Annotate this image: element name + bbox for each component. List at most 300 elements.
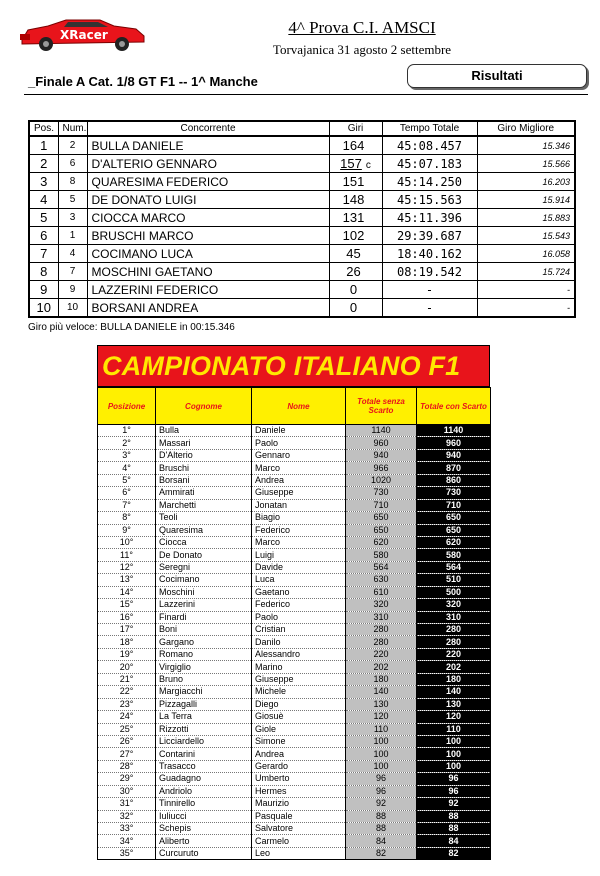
results-row [29,281,575,299]
standings-row [98,835,491,847]
standing-total-no-discard: 650 [346,524,417,536]
standing-position: 11° [98,549,156,561]
row-laps [329,227,382,245]
standing-firstname: Leo [252,847,346,859]
standing-position: 28° [98,760,156,772]
standing-total-no-discard: 84 [346,835,417,847]
row-position: 1 [29,136,58,155]
standing-total-with-discard: 510 [417,574,491,586]
standing-total-no-discard: 88 [346,810,417,822]
standing-firstname: Pasquale [252,810,346,822]
standing-total-with-discard: 580 [417,549,491,561]
standing-surname: Ammirati [156,487,252,499]
standing-total-with-discard: 564 [417,561,491,573]
standing-firstname: Diego [252,698,346,710]
standing-total-no-discard: 630 [346,574,417,586]
standing-total-no-discard: 202 [346,661,417,673]
standings-row [98,437,491,449]
standing-total-with-discard: 180 [417,673,491,685]
row-total-time: 45:14.250 [382,173,477,191]
standing-firstname: Jonatan [252,499,346,511]
row-total-time: 45:07.183 [382,155,477,173]
standing-surname: Moschini [156,586,252,598]
standing-position: 35° [98,847,156,859]
standing-total-no-discard: 88 [346,823,417,835]
standing-total-with-discard: 92 [417,798,491,810]
row-position: 2 [29,155,58,173]
row-laps [329,173,382,191]
row-laps-value: 148 [342,192,365,207]
standings-row [98,735,491,747]
header-divider [24,94,588,95]
row-best-lap: 15.724 [477,263,575,281]
col-nome: Nome [252,388,346,425]
standing-total-no-discard: 710 [346,499,417,511]
page-title: 4^ Prova C.I. AMSCI [288,18,436,37]
row-number: 6 [58,155,87,173]
logo-text: XRacer [60,28,108,42]
row-driver: QUARESIMA FEDERICO [87,173,329,191]
standing-firstname: Michele [252,686,346,698]
standings-row [98,798,491,810]
standing-surname: Guadagno [156,773,252,785]
standing-total-with-discard: 280 [417,636,491,648]
standing-firstname: Maurizio [252,798,346,810]
standing-total-no-discard: 620 [346,536,417,548]
standing-total-no-discard: 1140 [346,425,417,437]
standing-total-no-discard: 966 [346,462,417,474]
standing-position: 22° [98,686,156,698]
standing-position: 10° [98,536,156,548]
row-laps-value: 45 [346,246,361,261]
standing-position: 1° [98,425,156,437]
row-laps [329,299,382,318]
standing-firstname: Federico [252,524,346,536]
row-number: 8 [58,173,87,191]
col-num: Num. [58,121,87,136]
row-laps [329,155,382,173]
standing-firstname: Gennaro [252,449,346,461]
standing-firstname: Cristian [252,624,346,636]
standings-row [98,723,491,735]
row-driver: DE DONATO LUIGI [87,191,329,209]
standing-surname: Finardi [156,611,252,623]
standing-total-with-discard: 140 [417,686,491,698]
standing-total-no-discard: 100 [346,735,417,747]
standings-row [98,711,491,723]
col-cognome: Cognome [156,388,252,425]
standing-total-with-discard: 110 [417,723,491,735]
standing-position: 17° [98,624,156,636]
standings-header-row [98,388,491,425]
standings-row [98,599,491,611]
standing-firstname: Marino [252,661,346,673]
standing-position: 31° [98,798,156,810]
row-number: 2 [58,136,87,155]
row-position: 6 [29,227,58,245]
row-laps-value: 102 [342,228,365,243]
standing-firstname: Gaetano [252,586,346,598]
standing-position: 30° [98,785,156,797]
standing-position: 6° [98,487,156,499]
standing-total-with-discard: 310 [417,611,491,623]
standings-row [98,661,491,673]
standing-position: 23° [98,698,156,710]
row-best-lap: - [477,299,575,318]
row-total-time: 29:39.687 [382,227,477,245]
race-car-icon [18,14,148,54]
standing-surname: Bulla [156,425,252,437]
standing-position: 7° [98,499,156,511]
standing-surname: Marchetti [156,499,252,511]
row-driver: BULLA DANIELE [87,136,329,155]
standing-total-no-discard: 730 [346,487,417,499]
standing-surname: Aliberto [156,835,252,847]
standing-surname: Schepis [156,823,252,835]
standing-position: 33° [98,823,156,835]
standing-total-no-discard: 960 [346,437,417,449]
standing-surname: Boni [156,624,252,636]
standing-total-no-discard: 650 [346,512,417,524]
standing-total-with-discard: 100 [417,748,491,760]
row-total-time: 45:11.396 [382,209,477,227]
standing-surname: Contarini [156,748,252,760]
standing-total-with-discard: 730 [417,487,491,499]
col-best: Giro Migliore [477,121,575,136]
results-table [28,120,576,318]
row-driver: BRUSCHI MARCO [87,227,329,245]
standing-surname: Gargano [156,636,252,648]
standing-position: 5° [98,474,156,486]
results-row [29,173,575,191]
standing-firstname: Giuseppe [252,487,346,499]
row-total-time: 18:40.162 [382,245,477,263]
standings-row [98,462,491,474]
standing-total-no-discard: 120 [346,711,417,723]
standing-total-with-discard: 96 [417,773,491,785]
row-number: 10 [58,299,87,318]
standing-surname: Iuliucci [156,810,252,822]
standings-row [98,810,491,822]
fastest-lap-note: Giro più veloce: BULLA DANIELE in 00:15.346 [28,322,235,333]
row-driver: COCIMANO LUCA [87,245,329,263]
col-concorrente: Concorrente [87,121,329,136]
standing-firstname: Marco [252,536,346,548]
results-row [29,191,575,209]
standing-firstname: Luigi [252,549,346,561]
standing-total-no-discard: 100 [346,760,417,772]
standing-total-with-discard: 96 [417,785,491,797]
standing-firstname: Marco [252,462,346,474]
standing-total-no-discard: 140 [346,686,417,698]
standing-total-no-discard: 320 [346,599,417,611]
standing-surname: Bruno [156,673,252,685]
standing-total-with-discard: 202 [417,661,491,673]
row-position: 7 [29,245,58,263]
standing-total-no-discard: 110 [346,723,417,735]
row-laps-value: 151 [342,174,365,189]
standings-row [98,586,491,598]
standing-total-no-discard: 580 [346,549,417,561]
results-row [29,245,575,263]
standings-row [98,561,491,573]
standing-surname: Quaresima [156,524,252,536]
standing-surname: De Donato [156,549,252,561]
standing-surname: Curcuruto [156,847,252,859]
standings-row [98,487,491,499]
standings-row [98,773,491,785]
standing-total-with-discard: 500 [417,586,491,598]
standing-total-no-discard: 1020 [346,474,417,486]
standings-row [98,536,491,548]
row-position: 8 [29,263,58,281]
standing-firstname: Paolo [252,437,346,449]
col-tempo: Tempo Totale [382,121,477,136]
standing-total-no-discard: 564 [346,561,417,573]
standing-firstname: Andrea [252,748,346,760]
standing-surname: Margiacchi [156,686,252,698]
row-total-time: 45:08.457 [382,136,477,155]
standing-firstname: Hermes [252,785,346,797]
standing-firstname: Giuseppe [252,673,346,685]
row-best-lap: 15.914 [477,191,575,209]
standing-total-with-discard: 100 [417,760,491,772]
xracer-logo [18,14,148,54]
row-number: 1 [58,227,87,245]
standing-total-with-discard: 650 [417,512,491,524]
standings-row [98,425,491,437]
standings-row [98,698,491,710]
standing-total-with-discard: 650 [417,524,491,536]
standing-surname: Bruschi [156,462,252,474]
standing-position: 27° [98,748,156,760]
row-driver: LAZZERINI FEDERICO [87,281,329,299]
standing-position: 14° [98,586,156,598]
standings-row [98,474,491,486]
row-total-time: - [382,299,477,318]
standing-firstname: Umberto [252,773,346,785]
standings-row [98,549,491,561]
standing-surname: Lazzerini [156,599,252,611]
row-laps [329,263,382,281]
standing-total-no-discard: 180 [346,673,417,685]
standing-total-with-discard: 120 [417,711,491,723]
row-number: 5 [58,191,87,209]
standing-surname: Rizzotti [156,723,252,735]
standing-surname: Massari [156,437,252,449]
standing-position: 25° [98,723,156,735]
standing-surname: Seregni [156,561,252,573]
row-best-lap: 16.058 [477,245,575,263]
standings-row [98,574,491,586]
row-position: 9 [29,281,58,299]
standing-surname: D'Alterio [156,449,252,461]
standings-row [98,512,491,524]
standings-row [98,648,491,660]
standing-position: 18° [98,636,156,648]
standings-row [98,449,491,461]
row-best-lap: 15.566 [477,155,575,173]
results-row [29,155,575,173]
standing-firstname: Federico [252,599,346,611]
row-best-lap: 15.543 [477,227,575,245]
standings-row [98,847,491,859]
row-laps-value: 0 [349,300,358,315]
championship-section [97,345,490,860]
standing-position: 21° [98,673,156,685]
standing-position: 9° [98,524,156,536]
row-driver: MOSCHINI GAETANO [87,263,329,281]
standing-surname: Licciardello [156,735,252,747]
results-row [29,263,575,281]
standing-total-with-discard: 130 [417,698,491,710]
standing-position: 24° [98,711,156,723]
standing-position: 20° [98,661,156,673]
row-position: 10 [29,299,58,318]
row-best-lap: 15.883 [477,209,575,227]
standing-total-no-discard: 310 [346,611,417,623]
results-row [29,136,575,155]
standing-position: 4° [98,462,156,474]
standing-total-no-discard: 100 [346,748,417,760]
standing-total-with-discard: 220 [417,648,491,660]
standing-surname: Teoli [156,512,252,524]
row-best-lap: 16.203 [477,173,575,191]
standing-total-with-discard: 100 [417,735,491,747]
standing-total-with-discard: 320 [417,599,491,611]
standings-row [98,673,491,685]
standing-total-no-discard: 92 [346,798,417,810]
championship-banner [97,345,490,387]
standing-surname: Virgiglio [156,661,252,673]
race-title: _Finale A Cat. 1/8 GT F1 -- 1^ Manche [28,74,258,89]
row-number: 4 [58,245,87,263]
row-laps [329,191,382,209]
standing-firstname: Danilo [252,636,346,648]
row-laps [329,245,382,263]
results-row [29,299,575,318]
standing-position: 12° [98,561,156,573]
standing-total-with-discard: 84 [417,835,491,847]
standings-row [98,823,491,835]
standing-total-with-discard: 860 [417,474,491,486]
standings-table [97,387,491,860]
standing-firstname: Luca [252,574,346,586]
standing-total-no-discard: 940 [346,449,417,461]
results-row [29,227,575,245]
standings-row [98,524,491,536]
standing-total-no-discard: 280 [346,624,417,636]
standing-surname: Pizzagalli [156,698,252,710]
standing-position: 19° [98,648,156,660]
standing-total-no-discard: 610 [346,586,417,598]
standings-row [98,636,491,648]
standing-total-no-discard: 220 [346,648,417,660]
col-posizione: Posizione [98,388,156,425]
row-laps-value: 0 [349,282,358,297]
row-position: 3 [29,173,58,191]
standing-surname: Trasacco [156,760,252,772]
row-position: 5 [29,209,58,227]
standing-firstname: Davide [252,561,346,573]
row-best-lap: - [477,281,575,299]
standing-total-with-discard: 88 [417,823,491,835]
row-laps-value: 26 [346,264,361,279]
standings-row [98,611,491,623]
col-giri: Giri [329,121,382,136]
row-best-lap: 15.346 [477,136,575,155]
standing-total-with-discard: 710 [417,499,491,511]
standing-total-with-discard: 960 [417,437,491,449]
row-laps [329,209,382,227]
standings-row [98,785,491,797]
standing-firstname: Giosuè [252,711,346,723]
championship-title: CAMPIONATO ITALIANO F1 [102,351,461,381]
row-total-time: 08:19.542 [382,263,477,281]
standing-surname: Tinnirello [156,798,252,810]
standing-position: 29° [98,773,156,785]
row-total-time: 45:15.563 [382,191,477,209]
standing-position: 13° [98,574,156,586]
standing-firstname: Giole [252,723,346,735]
standing-position: 34° [98,835,156,847]
row-laps-mark: c [365,160,371,171]
standing-total-no-discard: 96 [346,785,417,797]
standing-firstname: Andrea [252,474,346,486]
standing-total-no-discard: 130 [346,698,417,710]
row-total-time: - [382,281,477,299]
row-laps [329,136,382,155]
results-header-row [29,121,575,136]
standing-total-with-discard: 82 [417,847,491,859]
row-number: 7 [58,263,87,281]
row-laps-value: 164 [342,138,365,153]
standing-position: 15° [98,599,156,611]
standings-row [98,686,491,698]
standing-position: 26° [98,735,156,747]
standing-total-no-discard: 280 [346,636,417,648]
standing-surname: Andriolo [156,785,252,797]
row-position: 4 [29,191,58,209]
standing-firstname: Carmelo [252,835,346,847]
row-driver: CIOCCA MARCO [87,209,329,227]
standing-position: 32° [98,810,156,822]
results-row [29,209,575,227]
row-laps [329,281,382,299]
row-driver: D'ALTERIO GENNARO [87,155,329,173]
standing-firstname: Daniele [252,425,346,437]
standing-total-with-discard: 620 [417,536,491,548]
standing-total-no-discard: 96 [346,773,417,785]
standing-total-with-discard: 1140 [417,425,491,437]
row-number: 9 [58,281,87,299]
standing-surname: La Terra [156,711,252,723]
standing-firstname: Alessandro [252,648,346,660]
standing-surname: Borsani [156,474,252,486]
page-subtitle: Torvajanica 31 agosto 2 settembre [272,42,452,57]
standing-firstname: Paolo [252,611,346,623]
standing-firstname: Biagio [252,512,346,524]
standing-total-no-discard: 82 [346,847,417,859]
standing-position: 3° [98,449,156,461]
col-pos: Pos. [29,121,58,136]
standing-total-with-discard: 940 [417,449,491,461]
results-button[interactable]: Risultati [407,64,587,88]
row-driver: BORSANI ANDREA [87,299,329,318]
col-totale-con-scarto: Totale con Scarto [417,388,491,425]
standing-position: 8° [98,512,156,524]
row-laps-value: 157 [340,156,362,171]
